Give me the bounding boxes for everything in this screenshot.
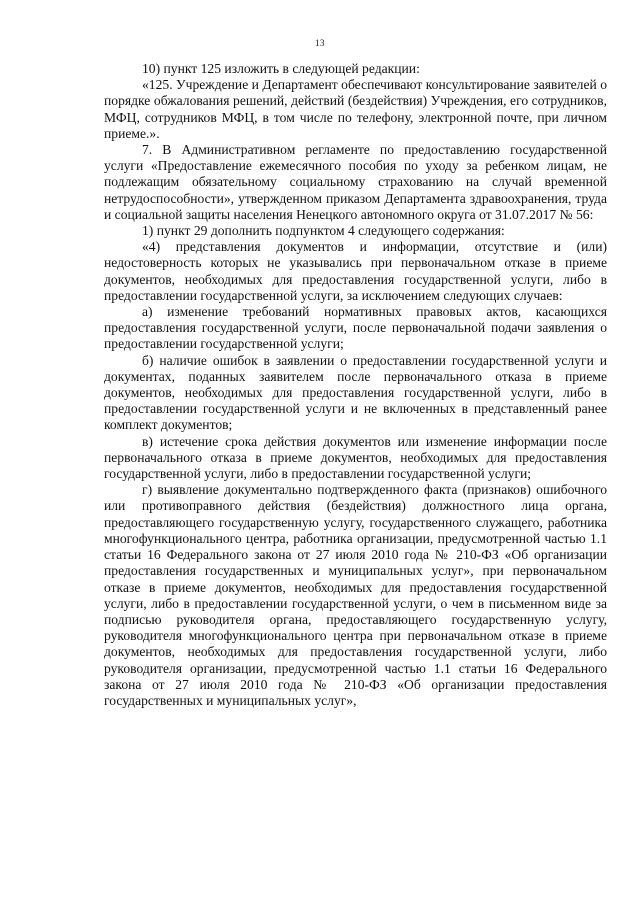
paragraph-item-10: 10) пункт 125 изложить в следующей редакции: bbox=[142, 61, 420, 76]
paragraph-item-7: 7. В Административном регламенте по предоставлению государственной услуги «Предоставление ежемесячного пособия по уходу за ребенком лицам, не подлежащим обязательному социальному страхованию на случай временной нетрудоспособности», утвержденном приказом Департамента здравоохранения, труда и социальной защиты населения Ненецкого автономного округа от 31.07.2017 № 56: bbox=[104, 142, 607, 222]
paragraph-case-a: а) изменение требований нормативных правовых актов, касающихся предоставления государственной услуги, после первоначальной подачи заявления о предоставлении государственной услуги; bbox=[104, 304, 607, 352]
paragraph-subitem-1: 1) пункт 29 дополнить подпунктом 4 следующего содержания: bbox=[142, 223, 505, 239]
paragraph-case-b: б) наличие ошибок в заявлении о предоставлении государственной услуги и документах, поданных заявителем после первоначального отказа в приеме документов, необходимых для предоставления государственной услуги, либо в предоставлении государственной услуги и не включенных в представленный ранее комплект документов; bbox=[104, 352, 607, 433]
paragraph-case-v: в) истечение срока действия документов или изменение информации после первоначального отказа в приеме документов, необходимых для предоставления государственной услуги, либо в предоставлении государственной услуги; bbox=[104, 433, 607, 482]
page-number: 13 bbox=[315, 38, 325, 48]
paragraph-case-g: г) выявление документально подтвержденного факта (признаков) ошибочного или противоправного действия (бездействия) должностного лица органа, предоставляющего государственную услугу, государственного служащего, работника многофункционального центра, работника организации, предусмотренной частью 1.1 статьи 16 Федерального закона от 27 июля 2010 года № 210-ФЗ «Об организации предоставления государственных и муниципальных услуг», при первоначальном отказе в приеме документов, необходимых для предоставления государственной услуги, либо в предоставлении государственной услуги, о чем в письменном виде за подписью руководителя органа, предоставляющего государственную услугу, руководителя многофункционального центра при первоначальном отказе в приеме документов, необходимых для предоставления государственной услуги, либо руководителя организации, предусмотренной частью 1.1 статьи 16 Федерального закона от 27 июля 2010 года № 210-ФЗ «Об организации предоставления государственных и муниципальных услуг», bbox=[104, 482, 607, 708]
document-body bbox=[104, 61, 607, 709]
paragraph-quote-4: «4) представления документов и информации, отсутствие и (или) недостоверность которых не указывались при первоначальном отказе в приеме документов, необходимых для предоставления государственной услуги, либо в предоставлении государственной услуги, за исключением следующих случаев: bbox=[104, 239, 607, 303]
paragraph-quote-125: «125. Учреждение и Департамент обеспечивают консультирование заявителей о порядке обжалования решений, действий (бездействия) Учреждения, его сотрудников, МФЦ, сотрудников МФЦ, в том числе по телефону, электронной почте, при личном приеме.». bbox=[104, 77, 607, 141]
